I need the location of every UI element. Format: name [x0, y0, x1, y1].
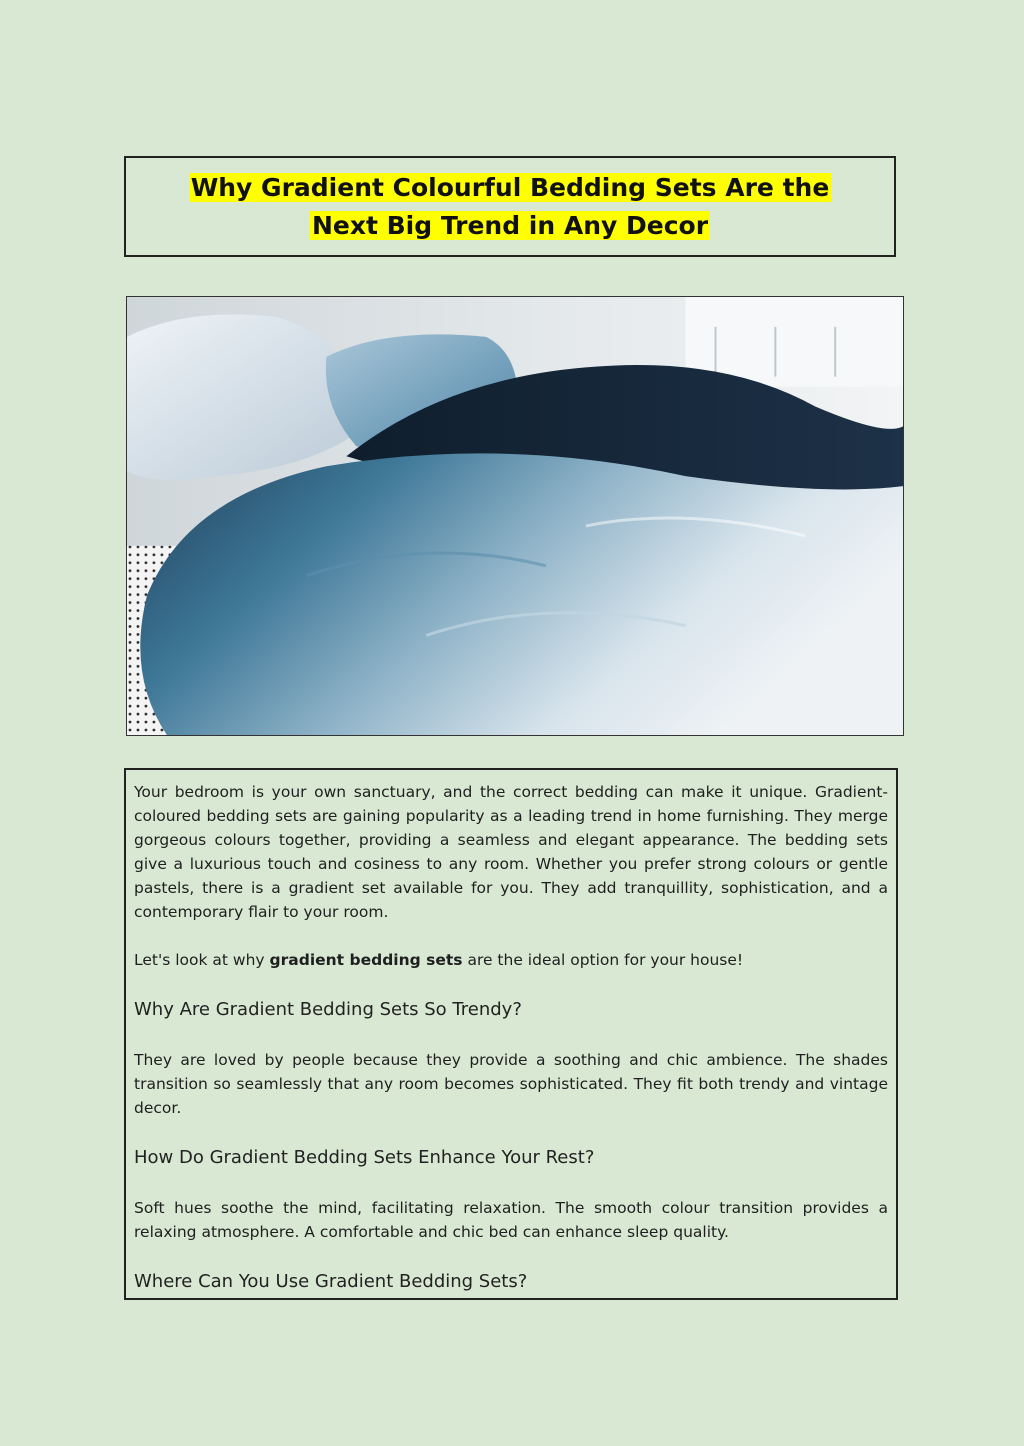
lead-paragraph: [134, 948, 888, 972]
lead-bold-link-text: gradient bedding sets: [269, 951, 463, 969]
title-text-2: Next Big Trend in Any Decor: [311, 210, 709, 240]
section1-body: They are loved by people because they provide a soothing and chic ambience. The shades transition so seamlessly that any room becomes sophisticated. They fit both trendy and vintage decor.: [134, 1051, 888, 1117]
title-line-1: [189, 169, 832, 207]
intro-paragraph: Your bedroom is your own sanctuary, and the correct bedding can make it unique. Gradient-coloured bedding sets are gaining popularity as a leading trend in home furnishing. They merge gorgeous colours together, providing a seamless and elegant appearance. The bedding sets give a luxurious touch and cosiness to any room. Whether you prefer strong colours or gentle pastels, there is a gradient set available for you. They add tranquillity, sophistication, and a contemporary flair to your room.: [134, 783, 888, 921]
section1-heading: Why Are Gradient Bedding Sets So Trendy?: [134, 999, 522, 1020]
section2-body: Soft hues soothe the mind, facilitating relaxation. The smooth colour transition provides a relaxing atmosphere. A comfortable and chic bed can enhance sleep quality.: [134, 1199, 888, 1241]
title-line-2: [310, 207, 710, 245]
hero-image: [126, 296, 904, 736]
bedding-illustration: [127, 297, 903, 735]
section3-heading: Where Can You Use Gradient Bedding Sets?: [134, 1271, 528, 1292]
section2-heading: How Do Gradient Bedding Sets Enhance Your Rest?: [134, 1147, 595, 1168]
lead-prefix: Let's look at why: [134, 951, 270, 969]
article-box: [124, 768, 898, 1300]
lead-suffix: are the ideal option for your house!: [462, 951, 744, 969]
title-text-1: Why Gradient Colourful Bedding Sets Are the: [190, 172, 830, 202]
title-box: [124, 156, 896, 257]
